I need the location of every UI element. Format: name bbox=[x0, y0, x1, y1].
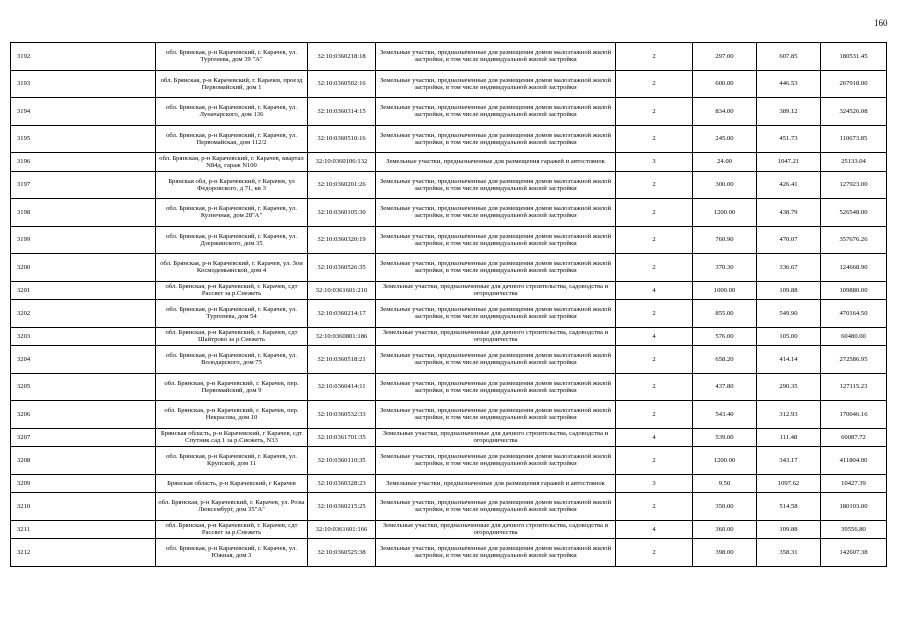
area-cell: 360.00 bbox=[693, 520, 757, 539]
specific-value-cell: 111.48 bbox=[757, 428, 821, 447]
area-cell: 600.00 bbox=[693, 70, 757, 98]
cadastral-value-cell: 60087.72 bbox=[821, 428, 887, 447]
area-cell: 539.00 bbox=[693, 428, 757, 447]
cadastral-value-cell: 324526.08 bbox=[821, 98, 887, 126]
table-row bbox=[11, 401, 887, 429]
address-cell: обл. Брянская, р-н Карачевский, г. Карачев, ул. Первомайская, дом 112/2 bbox=[156, 125, 308, 153]
permitted-use-cell: Земельные участки, предназначенные для размещения домов малоэтажной жилой застройки, в том числе индивидуальной жилой застройки bbox=[376, 254, 616, 282]
table-row bbox=[11, 428, 887, 447]
use-group-cell: 2 bbox=[616, 401, 693, 429]
cadastral-value-cell: 110673.85 bbox=[821, 125, 887, 153]
address-cell: обл. Брянская, р-н Карачевский, г. Карачев, сдт Шайтрово за р.Снежеть bbox=[156, 327, 308, 346]
cadastral-number-cell: 32:10:0360801:186 bbox=[308, 327, 376, 346]
row-number-cell: 3211 bbox=[11, 520, 156, 539]
use-group-cell: 4 bbox=[616, 428, 693, 447]
cadastral-number-cell: 32:10:0360532:33 bbox=[308, 401, 376, 429]
area-cell: 245.00 bbox=[693, 125, 757, 153]
cadastral-number-cell: 32:10:0360510:16 bbox=[308, 125, 376, 153]
specific-value-cell: 336.67 bbox=[757, 254, 821, 282]
cadastral-value-cell: 272586.95 bbox=[821, 346, 887, 374]
use-group-cell: 2 bbox=[616, 539, 693, 567]
table-row bbox=[11, 281, 887, 300]
row-number-cell: 3199 bbox=[11, 226, 156, 254]
specific-value-cell: 1097.62 bbox=[757, 474, 821, 493]
cadastral-number-cell: 32:10:0360414:11 bbox=[308, 373, 376, 401]
specific-value-cell: 446.53 bbox=[757, 70, 821, 98]
address-cell: обл. Брянская, р-н Карачевский, г. Карачев, квартал N84д, гараж N100 bbox=[156, 153, 308, 172]
cadastral-number-cell: 32:10:0360328:23 bbox=[308, 474, 376, 493]
cadastral-value-cell: 60480.00 bbox=[821, 327, 887, 346]
table-row bbox=[11, 171, 887, 199]
use-group-cell: 4 bbox=[616, 281, 693, 300]
cadastral-number-cell: 32:10:0360518:21 bbox=[308, 346, 376, 374]
area-cell: 437.80 bbox=[693, 373, 757, 401]
cadastral-value-cell: 180531.45 bbox=[821, 43, 887, 71]
cadastral-number-cell: 32:10:0360320:19 bbox=[308, 226, 376, 254]
table-row bbox=[11, 199, 887, 227]
address-cell: обл. Брянская, р-н Карачевский, г. Карачев, ул. Луначарского, дом 136 bbox=[156, 98, 308, 126]
specific-value-cell: 514.58 bbox=[757, 493, 821, 521]
table-row bbox=[11, 70, 887, 98]
use-group-cell: 2 bbox=[616, 346, 693, 374]
area-cell: 543.40 bbox=[693, 401, 757, 429]
permitted-use-cell: Земельные участки, предназначенные для размещения домов малоэтажной жилой застройки, в том числе индивидуальной жилой застройки bbox=[376, 300, 616, 328]
permitted-use-cell: Земельные участки, предназначенные для размещения домов малоэтажной жилой застройки, в том числе индивидуальной жилой застройки bbox=[376, 401, 616, 429]
area-cell: 1200.00 bbox=[693, 447, 757, 475]
specific-value-cell: 389.12 bbox=[757, 98, 821, 126]
specific-value-cell: 358.31 bbox=[757, 539, 821, 567]
address-cell: обл. Брянская, р-н Карачевский, г. Карачев, ул. Тургенева, дом 54 bbox=[156, 300, 308, 328]
permitted-use-cell: Земельные участки, предназначенные для размещения домов малоэтажной жилой застройки, в том числе индивидуальной жилой застройки bbox=[376, 43, 616, 71]
use-group-cell: 2 bbox=[616, 447, 693, 475]
specific-value-cell: 470.07 bbox=[757, 226, 821, 254]
address-cell: обл. Брянская, р-н Карачевский, г. Карачев, ул. Розы Люксембург, дом 35"А" bbox=[156, 493, 308, 521]
row-number-cell: 3212 bbox=[11, 539, 156, 567]
land-cadastral-value-table bbox=[10, 42, 887, 567]
address-cell: обл. Брянская, р-н Карачевский, г. Карачев, ул. Крупской, дом 11 bbox=[156, 447, 308, 475]
use-group-cell: 2 bbox=[616, 171, 693, 199]
use-group-cell: 2 bbox=[616, 254, 693, 282]
area-cell: 9.50 bbox=[693, 474, 757, 493]
use-group-cell: 4 bbox=[616, 327, 693, 346]
specific-value-cell: 109.88 bbox=[757, 520, 821, 539]
table-row bbox=[11, 254, 887, 282]
cadastral-value-cell: 142607.38 bbox=[821, 539, 887, 567]
cadastral-number-cell: 32:10:0360106:132 bbox=[308, 153, 376, 172]
cadastral-value-cell: 411804.00 bbox=[821, 447, 887, 475]
cadastral-number-cell: 32:10:0360218:18 bbox=[308, 43, 376, 71]
area-cell: 24.00 bbox=[693, 153, 757, 172]
permitted-use-cell: Земельные участки, предназначенные для размещения домов малоэтажной жилой застройки, в том числе индивидуальной жилой застройки bbox=[376, 70, 616, 98]
use-group-cell: 3 bbox=[616, 153, 693, 172]
cadastral-number-cell: 32:10:0360502:16 bbox=[308, 70, 376, 98]
permitted-use-cell: Земельные участки, предназначенные для размещения домов малоэтажной жилой застройки, в том числе индивидуальной жилой застройки bbox=[376, 98, 616, 126]
permitted-use-cell: Земельные участки, предназначенные для дачного строительства, садоводства и огородничества bbox=[376, 327, 616, 346]
cadastral-value-cell: 526548.00 bbox=[821, 199, 887, 227]
permitted-use-cell: Земельные участки, предназначенные для размещения домов малоэтажной жилой застройки, в том числе индивидуальной жилой застройки bbox=[376, 171, 616, 199]
cadastral-number-cell: 32:10:0360214:17 bbox=[308, 300, 376, 328]
row-number-cell: 3210 bbox=[11, 493, 156, 521]
use-group-cell: 2 bbox=[616, 43, 693, 71]
page-number: 160 bbox=[874, 18, 888, 28]
address-cell: обл. Брянская, р-н Карачевский, г. Карачев, ул. Южная, дом 3 bbox=[156, 539, 308, 567]
use-group-cell: 2 bbox=[616, 98, 693, 126]
cadastral-number-cell: 32:10:0360110:35 bbox=[308, 447, 376, 475]
specific-value-cell: 290.35 bbox=[757, 373, 821, 401]
area-cell: 297.00 bbox=[693, 43, 757, 71]
permitted-use-cell: Земельные участки, предназначенные для размещения гаражей и автостоянок bbox=[376, 474, 616, 493]
cadastral-value-cell: 170046.16 bbox=[821, 401, 887, 429]
specific-value-cell: 451.73 bbox=[757, 125, 821, 153]
row-number-cell: 3194 bbox=[11, 98, 156, 126]
use-group-cell: 2 bbox=[616, 70, 693, 98]
address-cell: обл. Брянская, р-н Карачевский, г. Карачев, пер. Первомайский, дом 9 bbox=[156, 373, 308, 401]
use-group-cell: 2 bbox=[616, 125, 693, 153]
row-number-cell: 3209 bbox=[11, 474, 156, 493]
table-row bbox=[11, 520, 887, 539]
table-row bbox=[11, 300, 887, 328]
area-cell: 855.00 bbox=[693, 300, 757, 328]
cadastral-value-cell: 127115.23 bbox=[821, 373, 887, 401]
specific-value-cell: 414.14 bbox=[757, 346, 821, 374]
permitted-use-cell: Земельные участки, предназначенные для дачного строительства, садоводства и огородничества bbox=[376, 428, 616, 447]
specific-value-cell: 312.93 bbox=[757, 401, 821, 429]
area-cell: 834.00 bbox=[693, 98, 757, 126]
table-row bbox=[11, 493, 887, 521]
cadastral-value-cell: 267918.00 bbox=[821, 70, 887, 98]
row-number-cell: 3195 bbox=[11, 125, 156, 153]
permitted-use-cell: Земельные участки, предназначенные для размещения гаражей и автостоянок bbox=[376, 153, 616, 172]
cadastral-value-cell: 109880.00 bbox=[821, 281, 887, 300]
cadastral-value-cell: 39556.80 bbox=[821, 520, 887, 539]
address-cell: Брянская область, р-н Карачевский, г Карачев bbox=[156, 474, 308, 493]
use-group-cell: 3 bbox=[616, 474, 693, 493]
table-row bbox=[11, 327, 887, 346]
permitted-use-cell: Земельные участки, предназначенные для дачного строительства, садоводства и огородничества bbox=[376, 520, 616, 539]
use-group-cell: 2 bbox=[616, 226, 693, 254]
cadastral-number-cell: 32:10:0361701:35 bbox=[308, 428, 376, 447]
cadastral-number-cell: 32:10:0361601:210 bbox=[308, 281, 376, 300]
row-number-cell: 3197 bbox=[11, 171, 156, 199]
row-number-cell: 3200 bbox=[11, 254, 156, 282]
row-number-cell: 3201 bbox=[11, 281, 156, 300]
cadastral-number-cell: 32:10:0360105:30 bbox=[308, 199, 376, 227]
address-cell: обл. Брянская, р-н Карачевский, г. Карачев, сдт Рассвет за р.Снежеть bbox=[156, 520, 308, 539]
use-group-cell: 2 bbox=[616, 493, 693, 521]
cadastral-number-cell: 32:10:0360215:25 bbox=[308, 493, 376, 521]
specific-value-cell: 607.85 bbox=[757, 43, 821, 71]
table-row bbox=[11, 474, 887, 493]
cadastral-number-cell: 32:10:0360525:38 bbox=[308, 539, 376, 567]
cadastral-value-cell: 10427.39 bbox=[821, 474, 887, 493]
row-number-cell: 3203 bbox=[11, 327, 156, 346]
specific-value-cell: 109.88 bbox=[757, 281, 821, 300]
table-row bbox=[11, 43, 887, 71]
cadastral-value-cell: 357676.26 bbox=[821, 226, 887, 254]
row-number-cell: 3202 bbox=[11, 300, 156, 328]
row-number-cell: 3193 bbox=[11, 70, 156, 98]
area-cell: 576.00 bbox=[693, 327, 757, 346]
table-row bbox=[11, 346, 887, 374]
use-group-cell: 2 bbox=[616, 300, 693, 328]
cadastral-value-cell: 180103.00 bbox=[821, 493, 887, 521]
address-cell: обл. Брянская, р-н Карачевский, г. Карачев, ул. Володарского, дом 75 bbox=[156, 346, 308, 374]
address-cell: обл. Брянская, р-н Карачевский, г. Карачев, ул. Зои Космодемьянской, дом 4 bbox=[156, 254, 308, 282]
permitted-use-cell: Земельные участки, предназначенные для размещения домов малоэтажной жилой застройки, в том числе индивидуальной жилой застройки bbox=[376, 226, 616, 254]
cadastral-value-cell: 127923.00 bbox=[821, 171, 887, 199]
area-cell: 398.00 bbox=[693, 539, 757, 567]
address-cell: обл. Брянская, р-н Карачевский, г. Карачев, ул. Тургенева, дом 39 "А" bbox=[156, 43, 308, 71]
cadastral-value-cell: 470164.50 bbox=[821, 300, 887, 328]
cadastral-number-cell: 32:10:0360314:15 bbox=[308, 98, 376, 126]
area-cell: 300.00 bbox=[693, 171, 757, 199]
row-number-cell: 3207 bbox=[11, 428, 156, 447]
use-group-cell: 2 bbox=[616, 373, 693, 401]
cadastral-number-cell: 32:10:0360526:35 bbox=[308, 254, 376, 282]
address-cell: обл. Брянская, р-н Карачевский, г. Карачев, пер. Некрасова, дом 10 bbox=[156, 401, 308, 429]
specific-value-cell: 1047.21 bbox=[757, 153, 821, 172]
cadastral-value-cell: 124668.90 bbox=[821, 254, 887, 282]
permitted-use-cell: Земельные участки, предназначенные для дачного строительства, садоводства и огородничества bbox=[376, 281, 616, 300]
table-row bbox=[11, 153, 887, 172]
area-cell: 1200.00 bbox=[693, 199, 757, 227]
table-row bbox=[11, 125, 887, 153]
address-cell: обл. Брянская, р-н Карачевский, г. Карачев, проезд Первомайский, дом 1 bbox=[156, 70, 308, 98]
row-number-cell: 3205 bbox=[11, 373, 156, 401]
address-cell: обл. Брянская, р-н Карачевский, г. Карачев, ул. Дзержинского, дом 35 bbox=[156, 226, 308, 254]
permitted-use-cell: Земельные участки, предназначенные для размещения домов малоэтажной жилой застройки, в том числе индивидуальной жилой застройки bbox=[376, 125, 616, 153]
table-row bbox=[11, 373, 887, 401]
row-number-cell: 3208 bbox=[11, 447, 156, 475]
address-cell: обл. Брянская, р-н Карачевский, г. Карачев, ул. Кузнечная, дом 28"А" bbox=[156, 199, 308, 227]
permitted-use-cell: Земельные участки, предназначенные для размещения домов малоэтажной жилой застройки, в том числе индивидуальной жилой застройки bbox=[376, 539, 616, 567]
area-cell: 1000.00 bbox=[693, 281, 757, 300]
area-cell: 350.00 bbox=[693, 493, 757, 521]
cadastral-number-cell: 32:10:0361601:166 bbox=[308, 520, 376, 539]
use-group-cell: 2 bbox=[616, 199, 693, 227]
table-body bbox=[11, 43, 887, 567]
row-number-cell: 3196 bbox=[11, 153, 156, 172]
permitted-use-cell: Земельные участки, предназначенные для размещения домов малоэтажной жилой застройки, в том числе индивидуальной жилой застройки bbox=[376, 493, 616, 521]
permitted-use-cell: Земельные участки, предназначенные для размещения домов малоэтажной жилой застройки, в том числе индивидуальной жилой застройки bbox=[376, 447, 616, 475]
row-number-cell: 3198 bbox=[11, 199, 156, 227]
specific-value-cell: 549.90 bbox=[757, 300, 821, 328]
specific-value-cell: 426.41 bbox=[757, 171, 821, 199]
row-number-cell: 3206 bbox=[11, 401, 156, 429]
area-cell: 760.90 bbox=[693, 226, 757, 254]
use-group-cell: 4 bbox=[616, 520, 693, 539]
specific-value-cell: 438.79 bbox=[757, 199, 821, 227]
permitted-use-cell: Земельные участки, предназначенные для размещения домов малоэтажной жилой застройки, в том числе индивидуальной жилой застройки bbox=[376, 346, 616, 374]
address-cell: Брянская область, р-н Карачевский, г Карачев, сдт Спутник сад 1 за р.Снежеть, N33 bbox=[156, 428, 308, 447]
address-cell: обл. Брянская, р-н Карачевский, г. Карачев, сдт Рассвет за р.Снежеть bbox=[156, 281, 308, 300]
permitted-use-cell: Земельные участки, предназначенные для размещения домов малоэтажной жилой застройки, в том числе индивидуальной жилой застройки bbox=[376, 199, 616, 227]
cadastral-number-cell: 32:10:0360201:26 bbox=[308, 171, 376, 199]
permitted-use-cell: Земельные участки, предназначенные для размещения домов малоэтажной жилой застройки, в том числе индивидуальной жилой застройки bbox=[376, 373, 616, 401]
specific-value-cell: 343.17 bbox=[757, 447, 821, 475]
table-row bbox=[11, 226, 887, 254]
table-row bbox=[11, 539, 887, 567]
cadastral-value-cell: 25133.04 bbox=[821, 153, 887, 172]
table-row bbox=[11, 447, 887, 475]
row-number-cell: 3204 bbox=[11, 346, 156, 374]
area-cell: 370.30 bbox=[693, 254, 757, 282]
area-cell: 658.20 bbox=[693, 346, 757, 374]
row-number-cell: 3192 bbox=[11, 43, 156, 71]
address-cell: Брянская обл, р-н Карачевский, г Карачев, ул Федоровского, д 71, кв 3 bbox=[156, 171, 308, 199]
table-row bbox=[11, 98, 887, 126]
specific-value-cell: 105.00 bbox=[757, 327, 821, 346]
